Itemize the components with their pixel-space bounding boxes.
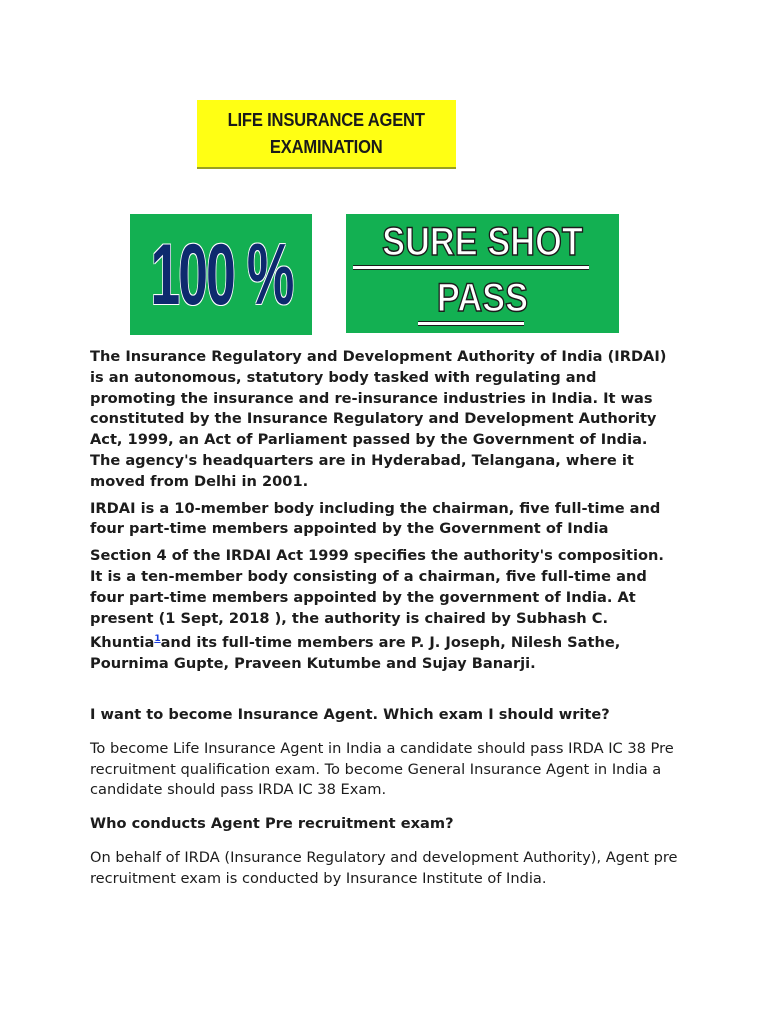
pass-underline (418, 321, 524, 326)
composition-text-start: Section 4 of the IRDAI Act 1999 specifies the authority's composition. It is a ten-member body consisting of a chairman, five full-time and four part-time members appointed by the government of India. At present (1 Sept, 2018 ), the authority is chaired by Subhash C. Khuntia (90, 547, 664, 652)
article-body (90, 347, 680, 890)
percent-text: 100 % (150, 226, 292, 323)
composition-text-end: and its full-time members are P. J. Joseph, Nilesh Sathe, Pournima Gupte, Praveen Kutumbe and Sujay Banarji. (90, 634, 621, 673)
answer-which-exam: To become Life Insurance Agent in India a candidate should pass IRDA IC 38 Pre recruitment qualification exam. To become General Insurance Agent in India a candidate should pass IRDA IC 38 Exam. (90, 739, 674, 799)
sure-shot-underline (353, 265, 589, 270)
irdai-intro-paragraph: The Insurance Regulatory and Development Authority of India (IRDAI) is an autonomous, statutory body tasked with regulating and promoting the insurance and re-insurance industries in India. It was constituted by the Insurance Regulatory and Development Authority Act, 1999, an Act of Parliament passed by the Government of India. The agency's headquarters are in Hyderabad, Telangana, where it moved from Delhi in 2001. (90, 348, 667, 490)
percent-badge (130, 214, 312, 335)
question-which-exam: I want to become Insurance Agent. Which exam I should write? (90, 705, 610, 723)
banner-line-2: EXAMINATION (270, 136, 383, 157)
question-who-conducts: Who conducts Agent Pre recruitment exam? (90, 815, 454, 833)
banner-line-1: LIFE INSURANCE AGENT (227, 109, 426, 130)
pass-text: PASS (436, 276, 529, 320)
irdai-composition-paragraph (90, 546, 680, 675)
sure-shot-text: SURE SHOT (382, 220, 583, 264)
sure-shot-pass-badge (346, 214, 619, 333)
exam-title-banner (197, 100, 456, 169)
irdai-members-paragraph: IRDAI is a 10-member body including the chairman, five full-time and four part-time members appointed by the Government of India (90, 499, 661, 538)
answer-who-conducts: On behalf of IRDA (Insurance Regulatory and development Authority), Agent pre recruitment exam is conducted by Insurance Institute of India. (90, 848, 678, 887)
footnote-link[interactable]: 1 (154, 634, 161, 645)
